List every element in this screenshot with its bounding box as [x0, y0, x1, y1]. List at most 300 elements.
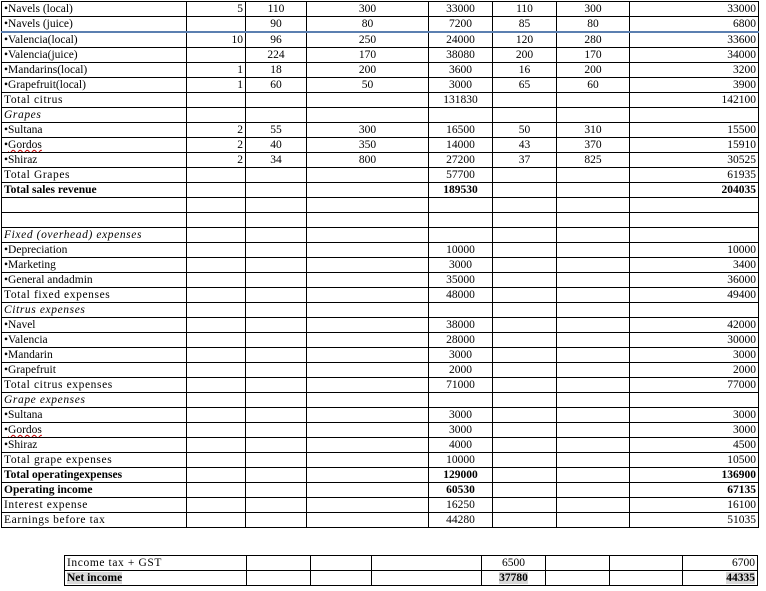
- cell-value: 44335: [726, 572, 755, 584]
- cell-col-5: [493, 78, 557, 93]
- cell-value: 10500: [727, 454, 756, 466]
- row-label-navels-juice: [2, 17, 187, 33]
- cell-col-7: [683, 556, 758, 571]
- cell-value: 40: [270, 139, 282, 151]
- cell-value: 60: [587, 79, 599, 91]
- row-label-operating-income: [2, 483, 187, 498]
- cell-col-2: [246, 423, 307, 438]
- cell-col-4: [429, 138, 493, 153]
- cell-value: 3000: [449, 79, 472, 91]
- cell-value: 200: [358, 64, 377, 76]
- cell-col-5: [493, 423, 557, 438]
- cell-value: 35000: [446, 274, 475, 286]
- cell-value: 44280: [446, 514, 475, 526]
- cell-value: 33000: [446, 3, 475, 15]
- table-row: [2, 393, 759, 408]
- row-label-total-operatingexpenses: [2, 468, 187, 483]
- cell-value: 10000: [446, 454, 475, 466]
- cell-col-7: [683, 571, 758, 586]
- cell-col-6: [557, 453, 630, 468]
- cell-value: 61935: [727, 169, 756, 181]
- cell-col-4: [429, 363, 493, 378]
- cell-col-5: [493, 108, 557, 123]
- cell-col-7: [630, 198, 759, 213]
- table-row: [2, 513, 759, 528]
- table-row: [2, 183, 759, 198]
- cell-col-7: [630, 513, 759, 528]
- row-label-text: Mandarins(local): [8, 64, 88, 76]
- table-row: [2, 78, 759, 93]
- row-label-text: Shiraz: [8, 154, 38, 166]
- cell-col-1: [187, 378, 246, 393]
- table-row: [2, 138, 759, 153]
- row-label-text: Total grape expenses: [4, 454, 113, 466]
- row-label-text: Grapes: [4, 109, 42, 121]
- cell-col-5: [493, 318, 557, 333]
- cell-col-3: [307, 498, 429, 513]
- cell-col-3: [307, 483, 429, 498]
- table-row: [2, 333, 759, 348]
- row-label-income-tax-gst: [65, 556, 247, 571]
- cell-value: 4000: [449, 439, 472, 451]
- cell-col-6: [557, 438, 630, 453]
- cell-col-4: [429, 32, 493, 48]
- row-label-gordos: [2, 138, 187, 153]
- row-label-grapes: [2, 108, 187, 123]
- cell-value: 300: [358, 3, 377, 15]
- cell-col-7: [630, 498, 759, 513]
- cell-col-6: [610, 556, 683, 571]
- cell-col-1: [187, 32, 246, 48]
- cell-col-4: [429, 408, 493, 423]
- cell-col-5: [493, 408, 557, 423]
- cell-value: 80: [361, 18, 374, 30]
- cell-col-7: [630, 333, 759, 348]
- cell-col-2: [246, 468, 307, 483]
- row-label-text: Grapefruit(local): [8, 79, 86, 91]
- row-label-text: Navels (juice): [8, 18, 73, 30]
- table-row: [2, 423, 759, 438]
- row-label-text: Gordos: [8, 139, 42, 151]
- cell-col-5: [493, 378, 557, 393]
- row-label-earnings-before-tax: [2, 513, 187, 528]
- cell-col-4: [429, 348, 493, 363]
- cell-value: 3000: [733, 424, 756, 436]
- row-label-text: Sultana: [8, 124, 43, 136]
- cell-col-2: [246, 213, 307, 228]
- cell-col-3: [307, 63, 429, 78]
- cell-col-4: [429, 228, 493, 243]
- cell-col-4: [429, 198, 493, 213]
- cell-col-1: [187, 363, 246, 378]
- cell-col-5: [493, 258, 557, 273]
- cell-col-6: [557, 303, 630, 318]
- table-row: [2, 438, 759, 453]
- cell-col-5: [493, 393, 557, 408]
- cell-value: 37: [518, 154, 531, 166]
- cell-col-3: [307, 78, 429, 93]
- cell-col-2: [246, 378, 307, 393]
- cell-col-7: [630, 378, 759, 393]
- cell-col-5: [493, 32, 557, 48]
- cell-value: 50: [361, 79, 374, 91]
- cell-value: 18: [270, 64, 282, 76]
- cell-col-7: [630, 318, 759, 333]
- cell-col-6: [557, 288, 630, 303]
- cell-col-4: [429, 108, 493, 123]
- table-row: [2, 273, 759, 288]
- row-label-text: Valencia(local): [8, 34, 78, 46]
- cell-col-7: [630, 48, 759, 63]
- cell-col-7: [630, 348, 759, 363]
- cell-value: 16100: [727, 499, 756, 511]
- cell-value: 43: [518, 139, 531, 151]
- row-label-total-grape-expenses: [2, 453, 187, 468]
- cell-col-2: [246, 333, 307, 348]
- cell-value: 10: [231, 34, 243, 46]
- cell-col-2: [246, 183, 307, 198]
- cell-col-3: [307, 333, 429, 348]
- row-label-text: Grape expenses: [4, 394, 86, 406]
- cell-col-5: [493, 273, 557, 288]
- cell-value: 85: [518, 18, 531, 30]
- cell-col-5: [493, 498, 557, 513]
- cell-col-7: [630, 228, 759, 243]
- cell-col-2: [246, 78, 307, 93]
- cell-col-2: [246, 438, 307, 453]
- cell-value: 34000: [727, 49, 756, 61]
- table-row: [2, 2, 759, 17]
- cell-col-5: [493, 123, 557, 138]
- cell-col-2: [246, 243, 307, 258]
- table-row: [2, 288, 759, 303]
- cell-value: 48000: [446, 289, 475, 301]
- cell-value: 300: [584, 3, 602, 15]
- cell-col-6: [557, 363, 630, 378]
- cell-col-5: [493, 453, 557, 468]
- row-label-shiraz: [2, 438, 187, 453]
- cell-value: 15500: [727, 124, 756, 136]
- cell-col-4: [429, 183, 493, 198]
- cell-value: 825: [584, 154, 602, 166]
- cell-col-5: [493, 153, 557, 168]
- blank-row: [2, 198, 759, 213]
- cell-col-2: [246, 168, 307, 183]
- cell-col-4: [429, 213, 493, 228]
- row-label-marketing: [2, 258, 187, 273]
- cell-col-4: [429, 123, 493, 138]
- row-label-blank: [2, 198, 187, 213]
- cell-col-1: [187, 303, 246, 318]
- cell-col-4: [429, 258, 493, 273]
- cell-col-4: [429, 303, 493, 318]
- cell-col-5: [546, 556, 610, 571]
- table-row: [2, 153, 759, 168]
- row-label-blank: [2, 213, 187, 228]
- cell-col-4: [429, 393, 493, 408]
- cell-col-1: [187, 423, 246, 438]
- cell-col-7: [630, 123, 759, 138]
- cell-col-1: [187, 513, 246, 528]
- row-label-net-income: [65, 571, 247, 586]
- cell-value: 80: [587, 18, 599, 30]
- cell-value: 3000: [733, 349, 756, 361]
- row-label-total-citrus-expenses: [2, 378, 187, 393]
- cell-col-2: [246, 198, 307, 213]
- cell-value: 49400: [727, 289, 756, 301]
- cell-value: 1: [237, 79, 243, 91]
- cell-col-1: [187, 483, 246, 498]
- table-row: [2, 258, 759, 273]
- row-label-text: Grapefruit: [8, 364, 56, 376]
- cell-col-1: [187, 348, 246, 363]
- cell-col-7: [630, 483, 759, 498]
- cell-col-7: [630, 213, 759, 228]
- cell-col-3: [372, 556, 482, 571]
- cell-value: 4500: [733, 439, 756, 451]
- cell-col-3: [307, 108, 429, 123]
- cell-col-3: [307, 513, 429, 528]
- cell-value: 27200: [446, 154, 475, 166]
- cell-col-3: [307, 17, 429, 33]
- cell-col-2: [246, 258, 307, 273]
- cell-col-3: [307, 168, 429, 183]
- cell-value: 30000: [727, 334, 756, 346]
- cell-col-7: [630, 93, 759, 108]
- cell-col-3: [307, 2, 429, 17]
- cell-col-6: [557, 408, 630, 423]
- cell-value: 3200: [733, 64, 756, 76]
- table-row: [65, 571, 758, 586]
- row-label-valencia-juice: [2, 48, 187, 63]
- blank-row: [2, 213, 759, 228]
- row-label-text: Net income: [67, 572, 123, 584]
- cell-col-4: [429, 168, 493, 183]
- cell-col-1: [187, 243, 246, 258]
- row-label-fixed-overhead-expenses: [2, 228, 187, 243]
- cell-col-2: [246, 228, 307, 243]
- cell-col-4: [429, 288, 493, 303]
- cell-col-6: [557, 213, 630, 228]
- cell-col-1: [187, 273, 246, 288]
- cell-col-2: [246, 123, 307, 138]
- cell-col-5: [493, 63, 557, 78]
- cell-col-3: [307, 378, 429, 393]
- cell-col-2: [311, 556, 372, 571]
- cell-col-3: [307, 48, 429, 63]
- row-label-shiraz: [2, 153, 187, 168]
- cell-col-6: [557, 198, 630, 213]
- row-label-text: Gordos: [8, 424, 42, 436]
- cell-value: 67135: [727, 484, 756, 496]
- row-label-grape-expenses: [2, 393, 187, 408]
- row-label-total-fixed-expenses: [2, 288, 187, 303]
- cell-col-6: [557, 63, 630, 78]
- cell-col-3: [307, 93, 429, 108]
- cell-value: 142100: [721, 94, 756, 106]
- row-label-interest-expense: [2, 498, 187, 513]
- cell-value: 250: [358, 34, 377, 46]
- cell-col-2: [246, 2, 307, 17]
- cell-col-4: [429, 438, 493, 453]
- row-label-navel: [2, 318, 187, 333]
- row-label-total-sales-revenue: [2, 183, 187, 198]
- cell-col-3: [307, 213, 429, 228]
- cell-col-1: [187, 78, 246, 93]
- cell-col-4: [429, 423, 493, 438]
- cell-col-1: [187, 213, 246, 228]
- row-label-total-citrus: [2, 93, 187, 108]
- cell-col-1: [187, 2, 246, 17]
- cell-col-1: [187, 198, 246, 213]
- cell-col-4: [429, 333, 493, 348]
- table-row: [2, 48, 759, 63]
- cell-col-7: [630, 2, 759, 17]
- cell-col-1: [187, 153, 246, 168]
- cell-col-1: [187, 468, 246, 483]
- table-row: [2, 468, 759, 483]
- cell-col-4: [429, 17, 493, 33]
- cell-value: 3000: [449, 409, 472, 421]
- cell-col-2: [246, 303, 307, 318]
- table-row: [2, 453, 759, 468]
- cell-value: 10000: [446, 244, 475, 256]
- row-label-text: Interest expense: [4, 499, 88, 511]
- cell-col-4: [429, 483, 493, 498]
- cell-value: 5: [237, 3, 243, 15]
- cell-value: 51035: [727, 514, 756, 526]
- cell-col-1: [187, 17, 246, 33]
- cell-col-3: [307, 153, 429, 168]
- cell-col-6: [557, 483, 630, 498]
- cell-col-2: [246, 63, 307, 78]
- cell-col-4: [429, 468, 493, 483]
- cell-value: 204035: [721, 184, 756, 196]
- row-label-text: Total fixed expenses: [4, 289, 111, 301]
- row-label-text: Total citrus: [4, 94, 64, 106]
- cell-value: 77000: [727, 379, 756, 391]
- cell-value: 3900: [733, 79, 756, 91]
- row-label-mandarin: [2, 348, 187, 363]
- cell-col-7: [630, 32, 759, 48]
- cell-col-5: [493, 303, 557, 318]
- cell-col-7: [630, 303, 759, 318]
- cell-col-7: [630, 153, 759, 168]
- row-label-valencia: [2, 333, 187, 348]
- row-label-text: Depreciation: [8, 244, 68, 256]
- row-label-citrus-expenses: [2, 303, 187, 318]
- row-label-text: Income tax + GST: [67, 557, 162, 569]
- cell-col-4: [429, 513, 493, 528]
- cell-col-1: [187, 138, 246, 153]
- cell-col-2: [246, 348, 307, 363]
- cell-col-7: [630, 423, 759, 438]
- cell-col-7: [630, 183, 759, 198]
- cell-col-5: [493, 468, 557, 483]
- cell-value: 71000: [446, 379, 475, 391]
- cell-col-2: [246, 363, 307, 378]
- cell-col-5: [493, 198, 557, 213]
- row-label-valencia-local: [2, 32, 187, 48]
- cell-col-3: [307, 288, 429, 303]
- cell-value: 3400: [733, 259, 756, 271]
- table-row: [2, 408, 759, 423]
- cell-col-7: [630, 393, 759, 408]
- cell-col-2: [246, 288, 307, 303]
- cell-col-6: [557, 32, 630, 48]
- cell-value: 55: [270, 124, 282, 136]
- cell-col-6: [557, 17, 630, 33]
- row-label-text: Marketing: [8, 259, 56, 271]
- cell-col-1: [187, 408, 246, 423]
- cell-col-1: [187, 63, 246, 78]
- cell-value: 16250: [446, 499, 475, 511]
- cell-value: 6700: [732, 557, 755, 569]
- cell-col-5: [546, 571, 610, 586]
- cell-col-4: [429, 498, 493, 513]
- cell-col-7: [630, 168, 759, 183]
- cell-col-4: [482, 571, 546, 586]
- cell-col-1: [187, 183, 246, 198]
- cell-col-5: [493, 183, 557, 198]
- cell-col-6: [557, 348, 630, 363]
- cell-col-2: [246, 498, 307, 513]
- cell-col-1: [187, 93, 246, 108]
- table-row: [2, 318, 759, 333]
- cell-value: 16: [518, 64, 531, 76]
- cell-col-3: [307, 423, 429, 438]
- cell-col-4: [429, 2, 493, 17]
- cell-value: 60530: [446, 484, 475, 496]
- cell-col-2: [246, 453, 307, 468]
- cell-col-5: [493, 228, 557, 243]
- cell-col-7: [630, 453, 759, 468]
- cell-col-1: [187, 48, 246, 63]
- row-label-text: Navels (local): [8, 3, 73, 15]
- cell-col-5: [493, 138, 557, 153]
- cell-col-2: [246, 408, 307, 423]
- cell-col-6: [557, 93, 630, 108]
- cell-value: 33000: [727, 3, 756, 15]
- cell-col-2: [246, 483, 307, 498]
- cell-value: 16500: [446, 124, 475, 136]
- cell-value: 800: [358, 154, 377, 166]
- cell-value: 300: [358, 124, 377, 136]
- row-label-text: Valencia(juice): [8, 49, 78, 61]
- cell-col-2: [246, 48, 307, 63]
- cell-col-3: [307, 228, 429, 243]
- cell-col-2: [246, 17, 307, 33]
- cell-value: 50: [518, 124, 531, 136]
- cell-col-6: [557, 2, 630, 17]
- row-label-grapefruit-local: [2, 78, 187, 93]
- cell-col-5: [493, 17, 557, 33]
- cell-col-5: [493, 333, 557, 348]
- cell-value: 7200: [449, 18, 472, 30]
- cell-col-1: [187, 168, 246, 183]
- cell-value: 370: [584, 139, 602, 151]
- row-label-text: Shiraz: [8, 439, 38, 451]
- cell-col-1: [187, 123, 246, 138]
- cell-value: 24000: [446, 34, 475, 46]
- cell-col-7: [630, 63, 759, 78]
- cell-col-6: [557, 183, 630, 198]
- cell-value: 38080: [446, 49, 475, 61]
- cell-col-7: [630, 363, 759, 378]
- cell-col-7: [630, 438, 759, 453]
- row-label-sultana: [2, 408, 187, 423]
- cell-col-6: [557, 78, 630, 93]
